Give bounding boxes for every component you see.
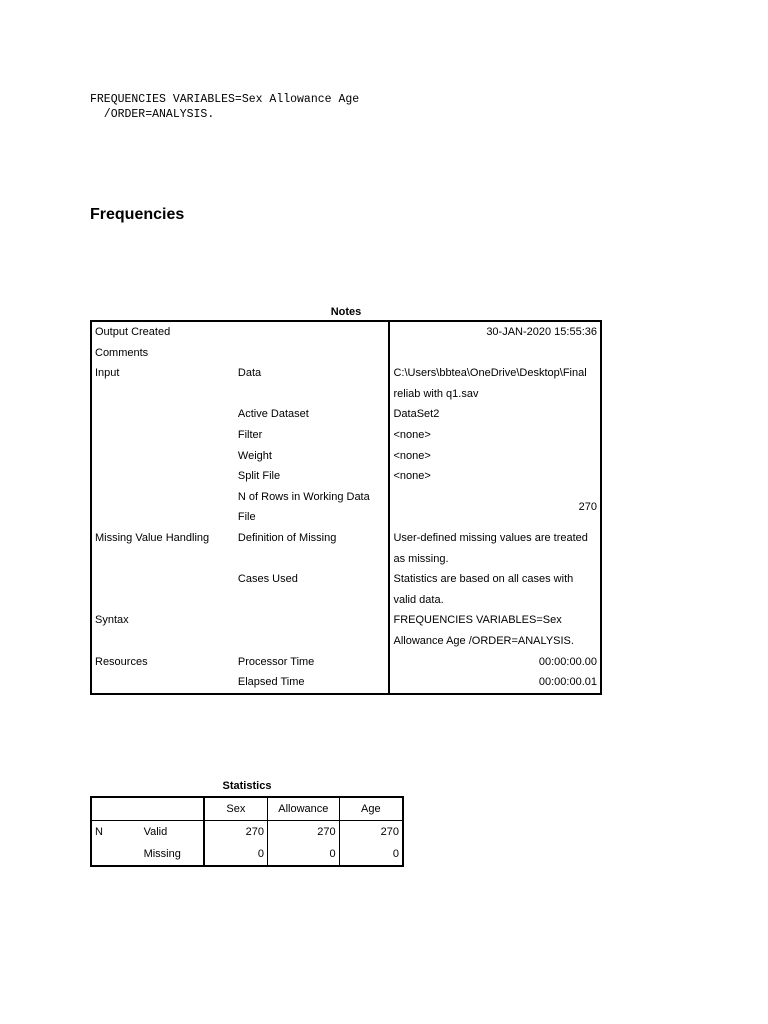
sub-label: Processor Time [235, 652, 390, 673]
active-dataset-value: DataSet2 [393, 408, 440, 421]
data-path-value: C:\Users\bbtea\OneDrive\Desktop\Final reliab with q1.sav [393, 367, 587, 400]
sub-label: Cases Used [235, 569, 390, 610]
valid-sex: 270 [204, 821, 268, 844]
statistics-table [90, 796, 404, 867]
valid-age: 270 [380, 826, 399, 838]
page-heading: Frequencies [90, 206, 185, 223]
row-label: Input [95, 367, 120, 380]
table-row [91, 425, 601, 446]
table-row [91, 797, 403, 821]
sub-label: Weight [235, 446, 390, 467]
sub-label: Filter [235, 425, 390, 446]
sub-label: Definition of Missing [235, 528, 390, 569]
weight-value: <none> [393, 449, 431, 462]
table-row [91, 569, 601, 610]
statistics-title: Statistics [222, 780, 272, 792]
sub-label: Elapsed Time [235, 672, 390, 694]
missing-allowance: 0 [268, 843, 340, 866]
row-label: Output Created [95, 326, 171, 338]
column-header: Age [339, 797, 403, 821]
filter-value: <none> [393, 428, 431, 441]
table-row [91, 528, 601, 569]
table-row [91, 652, 601, 673]
syntax-value: FREQUENCIES VARIABLES=Sex Allowance Age /ORDER=ANALYSIS. [393, 614, 574, 647]
table-row [91, 404, 601, 425]
sub-label: Data [235, 363, 390, 404]
table-row [91, 363, 601, 404]
missing-age: 0 [392, 848, 399, 860]
sub-label: Active Dataset [235, 404, 390, 425]
valid-allowance: 270 [268, 821, 340, 844]
sub-label: N of Rows in Working Data File [235, 487, 390, 528]
table-row [91, 672, 601, 694]
column-header: Sex [204, 797, 268, 821]
table-row [91, 343, 601, 364]
table-row [91, 821, 403, 844]
processor-time-value: 00:00:00.00 [538, 655, 597, 668]
n-rows-value: 270 [578, 501, 597, 514]
output-created-value: 30-JAN-2020 15:55:36 [486, 326, 597, 338]
notes-table [90, 320, 602, 695]
row-label: Comments [95, 346, 149, 359]
cases-used-value: Statistics are based on all cases with valid data. [393, 573, 574, 606]
sub-label: Split File [235, 466, 390, 487]
table-row [91, 321, 601, 343]
valid-label: Valid [141, 821, 204, 844]
row-label: Resources [95, 655, 148, 668]
notes-title: Notes [330, 306, 362, 318]
row-label: Missing Value Handling [95, 531, 210, 544]
column-header: Allowance [268, 797, 340, 821]
n-label: N [95, 826, 103, 838]
syntax-line-2: /ORDER=ANALYSIS. [90, 108, 215, 121]
split-file-value: <none> [393, 470, 431, 483]
missing-sex: 0 [204, 843, 268, 866]
elapsed-time-value: 00:00:00.01 [538, 676, 597, 689]
row-label: Syntax [95, 614, 129, 627]
table-row [91, 610, 601, 651]
table-row [91, 843, 403, 866]
definition-value: User-defined missing values are treated as missing. [393, 531, 588, 565]
table-row [91, 466, 601, 487]
table-row [91, 487, 601, 528]
table-row [91, 446, 601, 467]
syntax-block [90, 92, 359, 122]
missing-label: Missing [141, 843, 204, 866]
syntax-line-1: FREQUENCIES VARIABLES=Sex Allowance Age [90, 93, 360, 106]
